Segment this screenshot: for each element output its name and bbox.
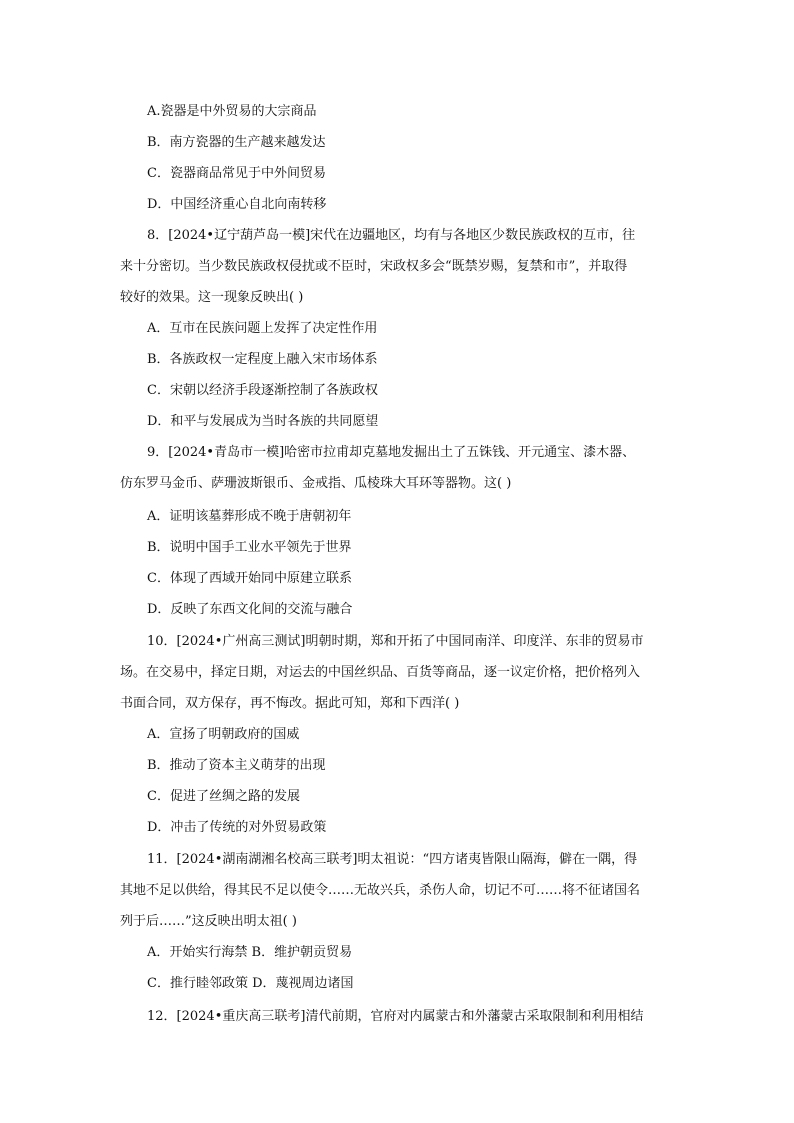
option-b: B．推动了资本主义萌芽的出现 — [147, 758, 326, 773]
question-11-stem: 其地不足以供给，得其民不足以使令……无故兴兵，杀伤人命，切记不可……将不征诸国名 — [120, 883, 641, 898]
option-cd: C．推行睦邻政策 D．蔑视周边诸国 — [147, 976, 354, 991]
option-c: C．宋朝以经济手段逐渐控制了各族政权 — [147, 383, 378, 398]
option-a: A．证明该墓葬形成不晚于唐朝初年 — [147, 509, 352, 524]
option-c: C．促进了丝绸之路的发展 — [147, 789, 300, 804]
option-d: D．反映了东西文化间的交流与融合 — [147, 602, 353, 617]
option-b: B．各族政权一定程度上融入宋市场体系 — [147, 352, 378, 367]
option-a: A.瓷器是中外贸易的大宗商品 — [147, 104, 317, 119]
option-a: A．互市在民族问题上发挥了决定性作用 — [147, 321, 378, 336]
option-a: A．宣扬了明朝政府的国威 — [147, 727, 300, 742]
question-10-stem: 书面合同，双方保存，再不悔改。据此可知，郑和下西洋( ) — [120, 696, 460, 711]
option-d: D．冲击了传统的对外贸易政策 — [147, 820, 327, 835]
question-10-stem: 10．[2024•广州高三测试]明朝时期，郑和开拓了中国同南洋、印度洋、东非的贸易市 — [147, 634, 644, 649]
question-12-stem: 12．[2024•重庆高三联考]清代前期，官府对内属蒙古和外藩蒙古采取限制和利用相结 — [147, 1009, 644, 1024]
option-c: C．体现了西域开始同中原建立联系 — [147, 571, 352, 586]
question-9-stem: 仿东罗马金币、萨珊波斯银币、金戒指、瓜棱珠大耳环等器物。这( ) — [120, 476, 512, 491]
question-9-stem: 9．[2024•青岛市一模]哈密市拉甫却克墓地发掘出土了五铢钱、开元通宝、漆木器、 — [147, 445, 636, 460]
question-8-stem: 来十分密切。当少数民族政权侵扰或不臣时，宋政权多会“既禁岁赐，复禁和市”，并取得 — [120, 259, 628, 274]
question-11-stem: 列于后……”这反映出明太祖( ) — [120, 914, 297, 929]
option-c: C．瓷器商品常见于中外间贸易 — [147, 166, 326, 181]
option-ab: A．开始实行海禁 B．维护朝贡贸易 — [147, 945, 353, 960]
option-b: B．南方瓷器的生产越来越发达 — [147, 135, 326, 150]
question-10-stem: 场。在交易中，择定日期，对运去的中国丝织品、百货等商品，逐一议定价格，把价格列入 — [120, 665, 641, 680]
question-8-stem: 较好的效果。这一现象反映出( ) — [120, 290, 304, 305]
question-11-stem: 11．[2024•湖南湖湘名校高三联考]明太祖说：“四方诸夷皆限山隔海，僻在一隅，得 — [147, 852, 638, 867]
option-d: D．和平与发展成为当时各族的共同愿望 — [147, 414, 379, 429]
option-d: D．中国经济重心自北向南转移 — [147, 197, 327, 212]
option-b: B．说明中国手工业水平领先于世界 — [147, 540, 352, 555]
question-8-stem: 8．[2024•辽宁葫芦岛一模]宋代在边疆地区，均有与各地区少数民族政权的互市，往 — [147, 228, 636, 243]
